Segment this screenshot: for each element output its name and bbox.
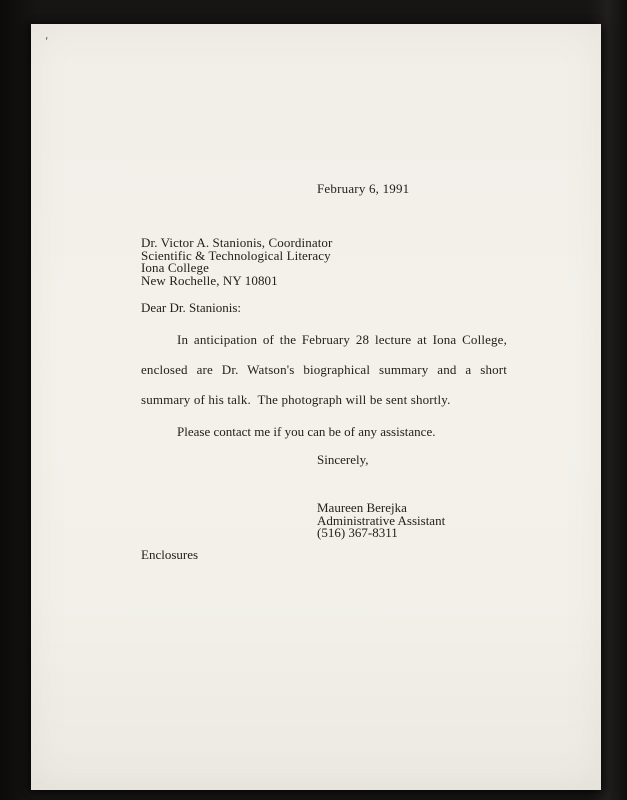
- body-line: summary of his talk. The photograph will be sent shortly.: [141, 392, 451, 407]
- signature-name: Maureen Berejka: [317, 500, 407, 515]
- body-line: In anticipation of the February 28 lecture at Iona College,: [177, 332, 507, 347]
- recipient-line: Dr. Victor A. Stanionis, Coordinator: [141, 235, 333, 250]
- letter-body: [141, 325, 507, 415]
- body-line: enclosed are Dr. Watson's biographical summary and a short: [141, 362, 507, 377]
- signature-block: [317, 502, 445, 540]
- pen-mark: ': [43, 33, 49, 49]
- enclosures-note: Enclosures: [141, 547, 199, 562]
- signature-title: Administrative Assistant: [317, 512, 446, 528]
- recipient-line: New Rochelle, NY 10801: [141, 273, 278, 289]
- recipient-line: Scientific & Technological Literacy: [141, 247, 331, 263]
- letter-date: February 6, 1991: [317, 181, 410, 196]
- salutation: Dear Dr. Stanionis:: [141, 300, 242, 315]
- letter-page: [31, 24, 601, 790]
- signature-phone: (516) 367-8311: [317, 525, 398, 541]
- recipient-address: [141, 237, 332, 288]
- assistance-line: Please contact me if you can be of any assistance.: [177, 424, 436, 439]
- closing: Sincerely,: [317, 452, 369, 467]
- recipient-line: Iona College: [141, 260, 209, 276]
